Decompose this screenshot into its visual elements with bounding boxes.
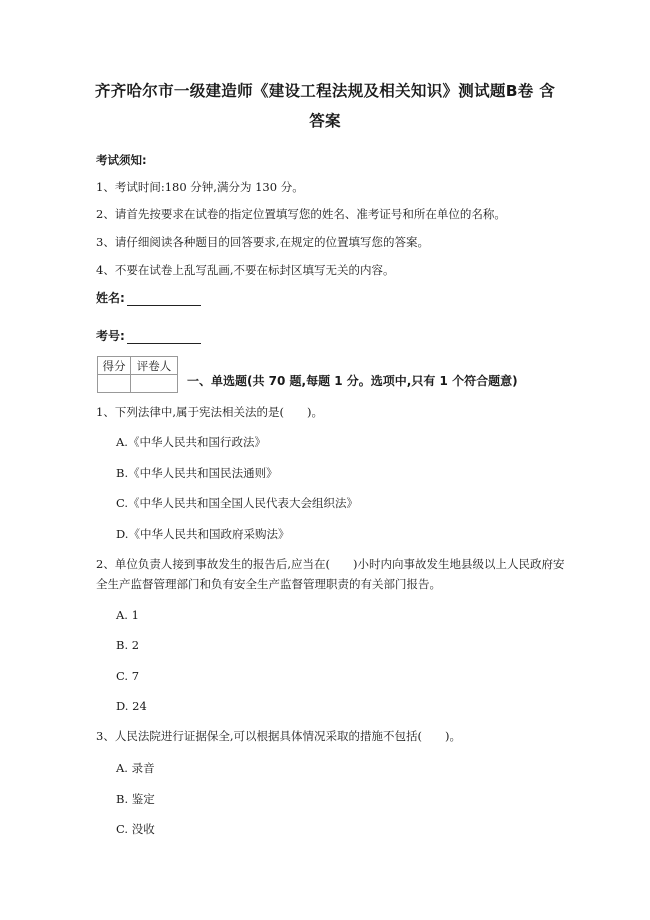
document-title: [70, 76, 580, 136]
grader-header: 评卷人: [131, 357, 178, 375]
q2-option-b: B. 2: [116, 638, 140, 652]
q1-option-c: C.《中华人民共和国全国人民代表大会组织法》: [116, 496, 359, 510]
notice-item-2: 2、请首先按要求在试卷的指定位置填写您的姓名、准考证号和所在单位的名称。: [96, 207, 506, 221]
q2-option-a: A. 1: [116, 608, 139, 622]
score-header: 得分: [98, 357, 131, 375]
q3-option-c: C. 没收: [116, 822, 155, 836]
notice-heading: 考试须知:: [96, 153, 147, 167]
name-blank[interactable]: [127, 292, 201, 306]
q2-option-c: C. 7: [116, 669, 140, 683]
score-cell[interactable]: [98, 375, 131, 393]
q3-option-b: B. 鉴定: [116, 792, 155, 806]
id-blank[interactable]: [127, 330, 201, 344]
q1-option-b: B.《中华人民共和国民法通则》: [116, 466, 278, 480]
id-field: [96, 328, 201, 344]
id-label: 考号:: [96, 329, 125, 343]
title-line-2: 答案: [309, 112, 341, 130]
question-1: 1、下列法律中,属于宪法相关法的是( )。: [96, 405, 323, 419]
q1-option-a: A.《中华人民共和国行政法》: [116, 435, 266, 449]
grader-cell[interactable]: [131, 375, 178, 393]
notice-item-3: 3、请仔细阅读各种题目的回答要求,在规定的位置填写您的答案。: [96, 235, 429, 249]
name-label: 姓名:: [96, 291, 125, 305]
question-3: 3、人民法院进行证据保全,可以根据具体情况采取的措施不包括( )。: [96, 729, 461, 743]
q3-option-a: A. 录音: [116, 761, 155, 775]
q1-option-d: D.《中华人民共和国政府采购法》: [116, 527, 290, 541]
score-table: [97, 356, 178, 393]
notice-item-4: 4、不要在试卷上乱写乱画,不要在标封区填写无关的内容。: [96, 263, 395, 277]
q2-option-d: D. 24: [116, 699, 147, 713]
question-2: 2、单位负责人接到事故发生的报告后,应当在( )小时内向事故发生地县级以上人民政府安全生产监督管理部门和负有安全生产监督管理职责的有关部门报告。: [96, 557, 565, 591]
title-line-1: 齐齐哈尔市一级建造师《建设工程法规及相关知识》测试题B卷 含: [94, 82, 556, 100]
section-title: 一、单选题(共 70 题,每题 1 分。选项中,只有 1 个符合题意): [187, 374, 518, 388]
notice-item-1: 1、考试时间:180 分钟,满分为 130 分。: [96, 180, 304, 194]
name-field: [96, 290, 201, 306]
